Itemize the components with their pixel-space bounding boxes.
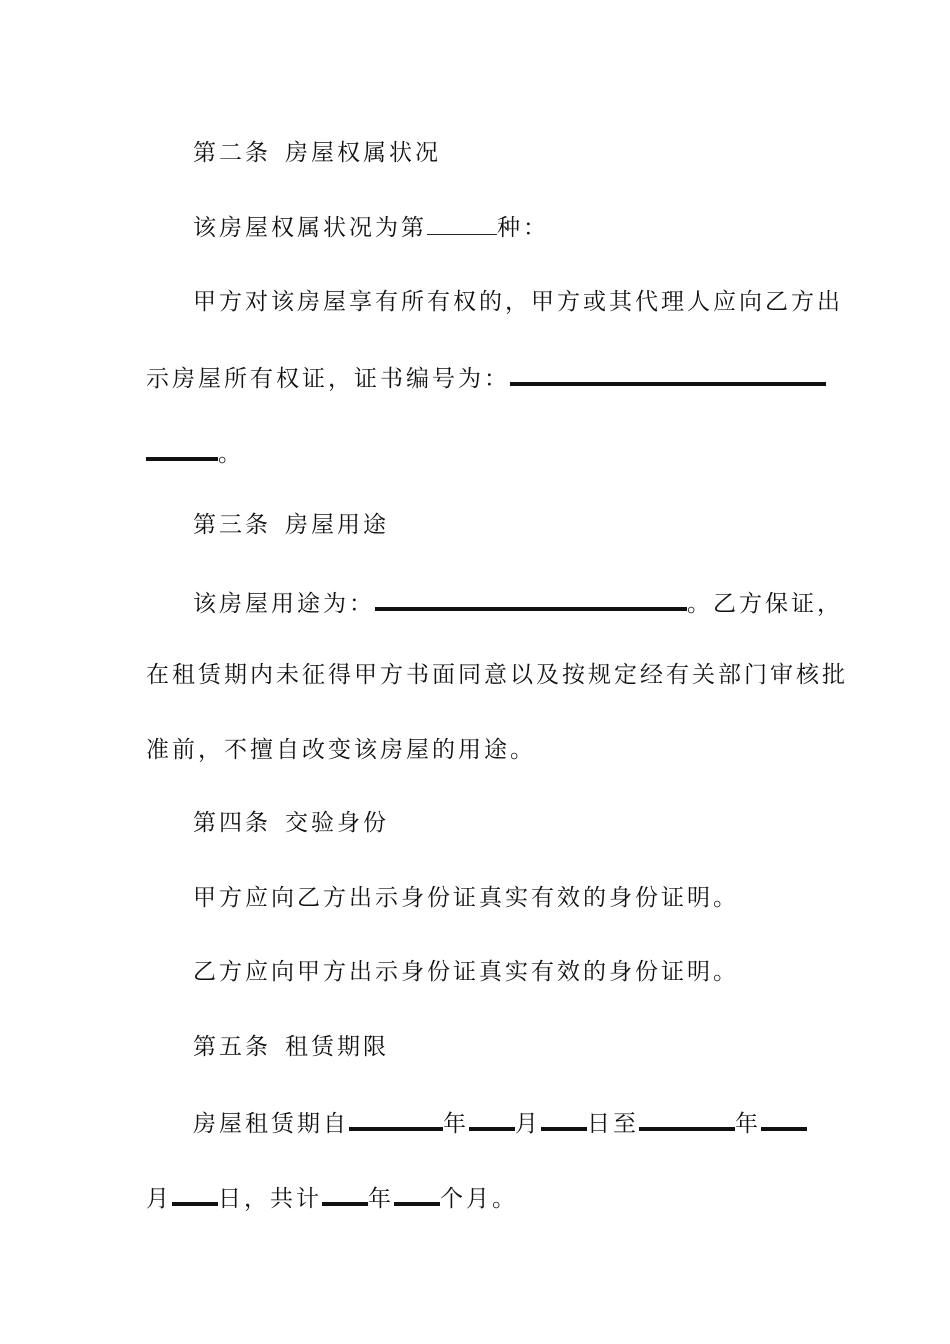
end-year-blank[interactable] bbox=[639, 1107, 735, 1131]
term-line2 bbox=[146, 1182, 518, 1214]
use-text-3: 准前，不擅自改变该房屋的用途。 bbox=[146, 737, 536, 763]
article-title: 房屋用途 bbox=[285, 512, 389, 538]
year-label: 年 bbox=[735, 1111, 761, 1137]
ownership-text-2: 示房屋所有权证，证书编号为： bbox=[146, 366, 510, 392]
article-number: 第二条 bbox=[193, 140, 271, 166]
article3-heading bbox=[193, 510, 389, 540]
use-suffix: 。乙方保证， bbox=[687, 591, 843, 617]
day-to-label: 日至 bbox=[587, 1111, 639, 1137]
article-title: 房屋权属状况 bbox=[285, 140, 441, 166]
party-a-text: 甲方应向乙方出示身份证真实有效的身份证明。 bbox=[193, 885, 739, 911]
status-suffix: 种： bbox=[497, 215, 549, 241]
use-line2 bbox=[146, 660, 848, 690]
article-number: 第三条 bbox=[193, 512, 271, 538]
end-month-blank[interactable] bbox=[761, 1107, 807, 1131]
use-blank[interactable] bbox=[375, 587, 687, 611]
status-type-blank[interactable] bbox=[427, 212, 497, 235]
start-day-blank[interactable] bbox=[541, 1107, 587, 1131]
ownership-status-line bbox=[193, 212, 549, 243]
end-day-blank[interactable] bbox=[172, 1182, 218, 1206]
year-label: 年 bbox=[368, 1186, 394, 1212]
month-label: 月 bbox=[146, 1186, 172, 1212]
ownership-paragraph-line2 bbox=[146, 362, 826, 394]
ownership-paragraph-line3 bbox=[146, 437, 244, 469]
party-b-id-line bbox=[193, 957, 739, 987]
months-label: 个月。 bbox=[440, 1186, 518, 1212]
use-line3 bbox=[146, 735, 536, 765]
certificate-number-blank[interactable] bbox=[510, 362, 826, 386]
party-a-id-line bbox=[193, 883, 739, 913]
start-month-blank[interactable] bbox=[469, 1107, 515, 1131]
article4-heading bbox=[193, 808, 389, 838]
term-line1 bbox=[193, 1107, 807, 1139]
total-years-blank[interactable] bbox=[322, 1182, 368, 1206]
party-b-text: 乙方应向甲方出示身份证真实有效的身份证明。 bbox=[193, 959, 739, 985]
status-prefix: 该房屋权属状况为第 bbox=[193, 215, 427, 241]
use-text-2: 在租赁期内未征得甲方书面同意以及按规定经有关部门审核批 bbox=[146, 662, 848, 688]
year-label: 年 bbox=[443, 1111, 469, 1137]
article-title: 租赁期限 bbox=[285, 1034, 389, 1060]
ownership-text-1: 甲方对该房屋享有所有权的，甲方或其代理人应向乙方出 bbox=[193, 289, 843, 315]
day-total-label: 日，共计 bbox=[218, 1186, 322, 1212]
total-months-blank[interactable] bbox=[394, 1182, 440, 1206]
use-prefix: 该房屋用途为： bbox=[193, 591, 375, 617]
term-prefix: 房屋租赁期自 bbox=[193, 1111, 349, 1137]
ownership-end: 。 bbox=[218, 441, 244, 467]
article-title: 交验身份 bbox=[285, 810, 389, 836]
start-year-blank[interactable] bbox=[349, 1107, 443, 1131]
article5-heading bbox=[193, 1032, 389, 1062]
article-number: 第四条 bbox=[193, 810, 271, 836]
month-label: 月 bbox=[515, 1111, 541, 1137]
ownership-paragraph-line1 bbox=[193, 287, 843, 317]
certificate-number-blank-cont[interactable] bbox=[146, 437, 218, 461]
article-number: 第五条 bbox=[193, 1034, 271, 1060]
use-line1 bbox=[193, 587, 843, 619]
article2-heading bbox=[193, 138, 441, 168]
